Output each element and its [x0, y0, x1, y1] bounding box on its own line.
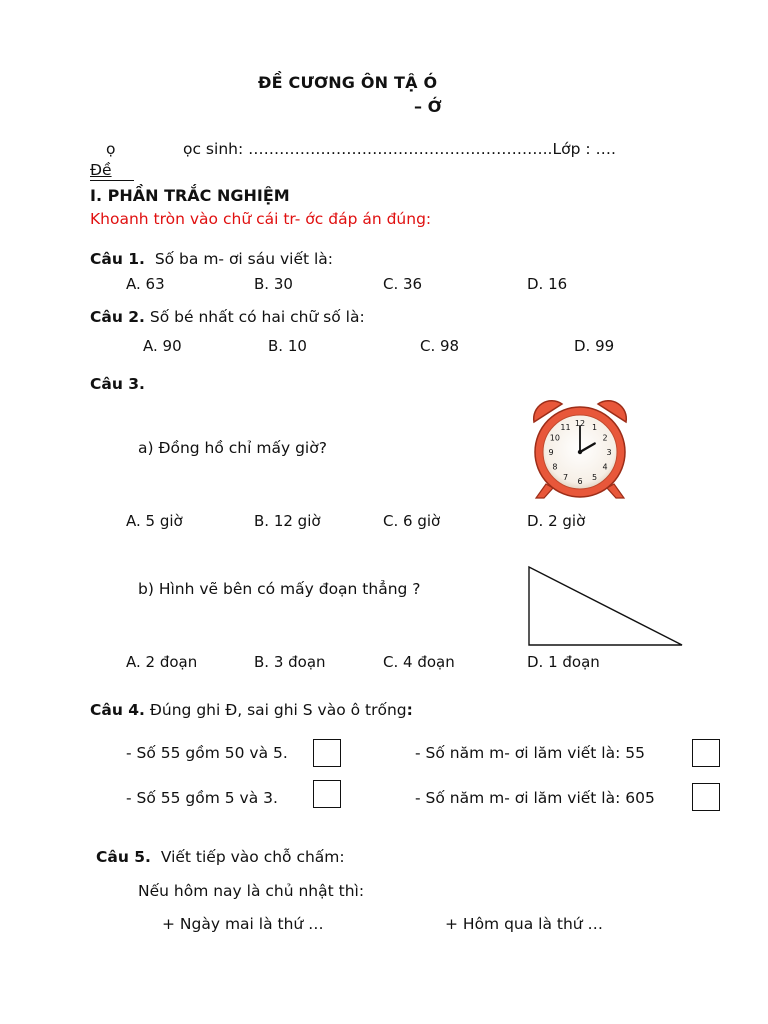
q1-option-c[interactable]: C. 36	[383, 275, 423, 293]
q2-option-d[interactable]: D. 99	[574, 337, 615, 355]
question-4-colon: :	[406, 701, 413, 719]
q3b-option-b[interactable]: B. 3 đoạn	[254, 653, 326, 671]
clock-numeral-9: 9	[548, 448, 554, 457]
q1-option-b[interactable]: B. 30	[254, 275, 293, 293]
question-2-text: Số bé nhất có hai chữ số là:	[149, 308, 365, 326]
q3a-option-a[interactable]: A. 5 giờ	[126, 512, 183, 530]
section-heading: I. PHẦN TRẮC NGHIỆM	[90, 186, 290, 205]
student-name-prefix: ọ	[106, 140, 116, 158]
q3a-option-b[interactable]: B. 12 giờ	[254, 512, 321, 530]
question-3b-text: b) Hình vẽ bên có mấy đoạn thẳng ?	[138, 580, 421, 598]
q4-answer-box-4[interactable]	[692, 783, 720, 811]
q4-answer-box-3[interactable]	[313, 780, 341, 808]
clock-numeral-3: 3	[606, 448, 612, 457]
q2-option-b[interactable]: B. 10	[268, 337, 307, 355]
q2-option-c[interactable]: C. 98	[420, 337, 460, 355]
q4-statement-1: - Số 55 gồm 50 và 5.	[126, 744, 288, 762]
question-2	[90, 308, 365, 326]
student-name-label: ọc sinh: …………………………………………………..Lớp : ….	[183, 140, 616, 158]
question-4	[90, 701, 413, 719]
question-5-line: Nếu hôm nay là chủ nhật thì:	[138, 882, 365, 900]
exam-label: Đề	[90, 161, 112, 179]
triangle-figure	[526, 564, 686, 648]
clock-numeral-2: 2	[602, 433, 608, 443]
q3a-option-d[interactable]: D. 2 giờ	[527, 512, 586, 530]
q3b-option-d[interactable]: D. 1 đoạn	[527, 653, 600, 671]
clock-numeral-12: 12	[574, 419, 586, 428]
q5-blank-yesterday[interactable]: + Hôm qua là thứ …	[445, 915, 604, 933]
q3a-option-c[interactable]: C. 6 giờ	[383, 512, 441, 530]
question-4-text: Đúng ghi Đ, sai ghi S vào ô trống	[149, 701, 407, 719]
alarm-clock-image	[520, 394, 640, 504]
q1-option-a[interactable]: A. 63	[126, 275, 165, 293]
exam-underline	[90, 180, 134, 181]
q3b-option-a[interactable]: A. 2 đoạn	[126, 653, 198, 671]
triangle-shape	[529, 567, 682, 645]
question-4-label: Câu 4.	[90, 701, 145, 719]
question-3a-text: a) Đồng hồ chỉ mấy giờ?	[138, 439, 327, 457]
clock-center	[578, 450, 582, 454]
q4-statement-4: - Số năm m- ơi lăm viết là: 605	[415, 789, 655, 807]
page-title: ĐỀ CƯƠNG ÔN TẬ Ó	[258, 73, 438, 92]
clock-numeral-6: 6	[577, 477, 583, 486]
clock-numeral-4: 4	[602, 462, 608, 472]
question-3-label: Câu 3.	[90, 375, 145, 393]
clock-numeral-5: 5	[591, 473, 598, 483]
question-5-text: Viết tiếp vào chỗ chấm:	[160, 848, 345, 866]
question-5	[96, 848, 345, 866]
clock-numeral-1: 1	[591, 422, 598, 432]
question-5-label: Câu 5.	[96, 848, 151, 866]
q4-statement-2: - Số năm m- ơi lăm viết là: 55	[415, 744, 645, 762]
q4-answer-box-2[interactable]	[692, 739, 720, 767]
clock-numeral-11: 11	[560, 422, 571, 432]
q1-option-d[interactable]: D. 16	[527, 275, 568, 293]
page-subtitle: – Ớ	[414, 97, 442, 116]
question-1	[90, 250, 333, 268]
clock-numeral-10: 10	[549, 433, 560, 443]
q4-statement-3: - Số 55 gồm 5 và 3.	[126, 789, 278, 807]
q2-option-a[interactable]: A. 90	[143, 337, 182, 355]
q4-answer-box-1[interactable]	[313, 739, 341, 767]
clock-numeral-7: 7	[562, 473, 569, 483]
q5-blank-tomorrow[interactable]: + Ngày mai là thứ …	[162, 915, 324, 933]
clock-numeral-8: 8	[552, 462, 558, 472]
question-1-label: Câu 1.	[90, 250, 145, 268]
question-2-label: Câu 2.	[90, 308, 145, 326]
instruction-text: Khoanh tròn vào chữ cái tr- ớc đáp án đúng:	[90, 210, 432, 228]
q3b-option-c[interactable]: C. 4 đoạn	[383, 653, 455, 671]
question-1-text: Số ba m- ơi sáu viết là:	[154, 250, 334, 268]
